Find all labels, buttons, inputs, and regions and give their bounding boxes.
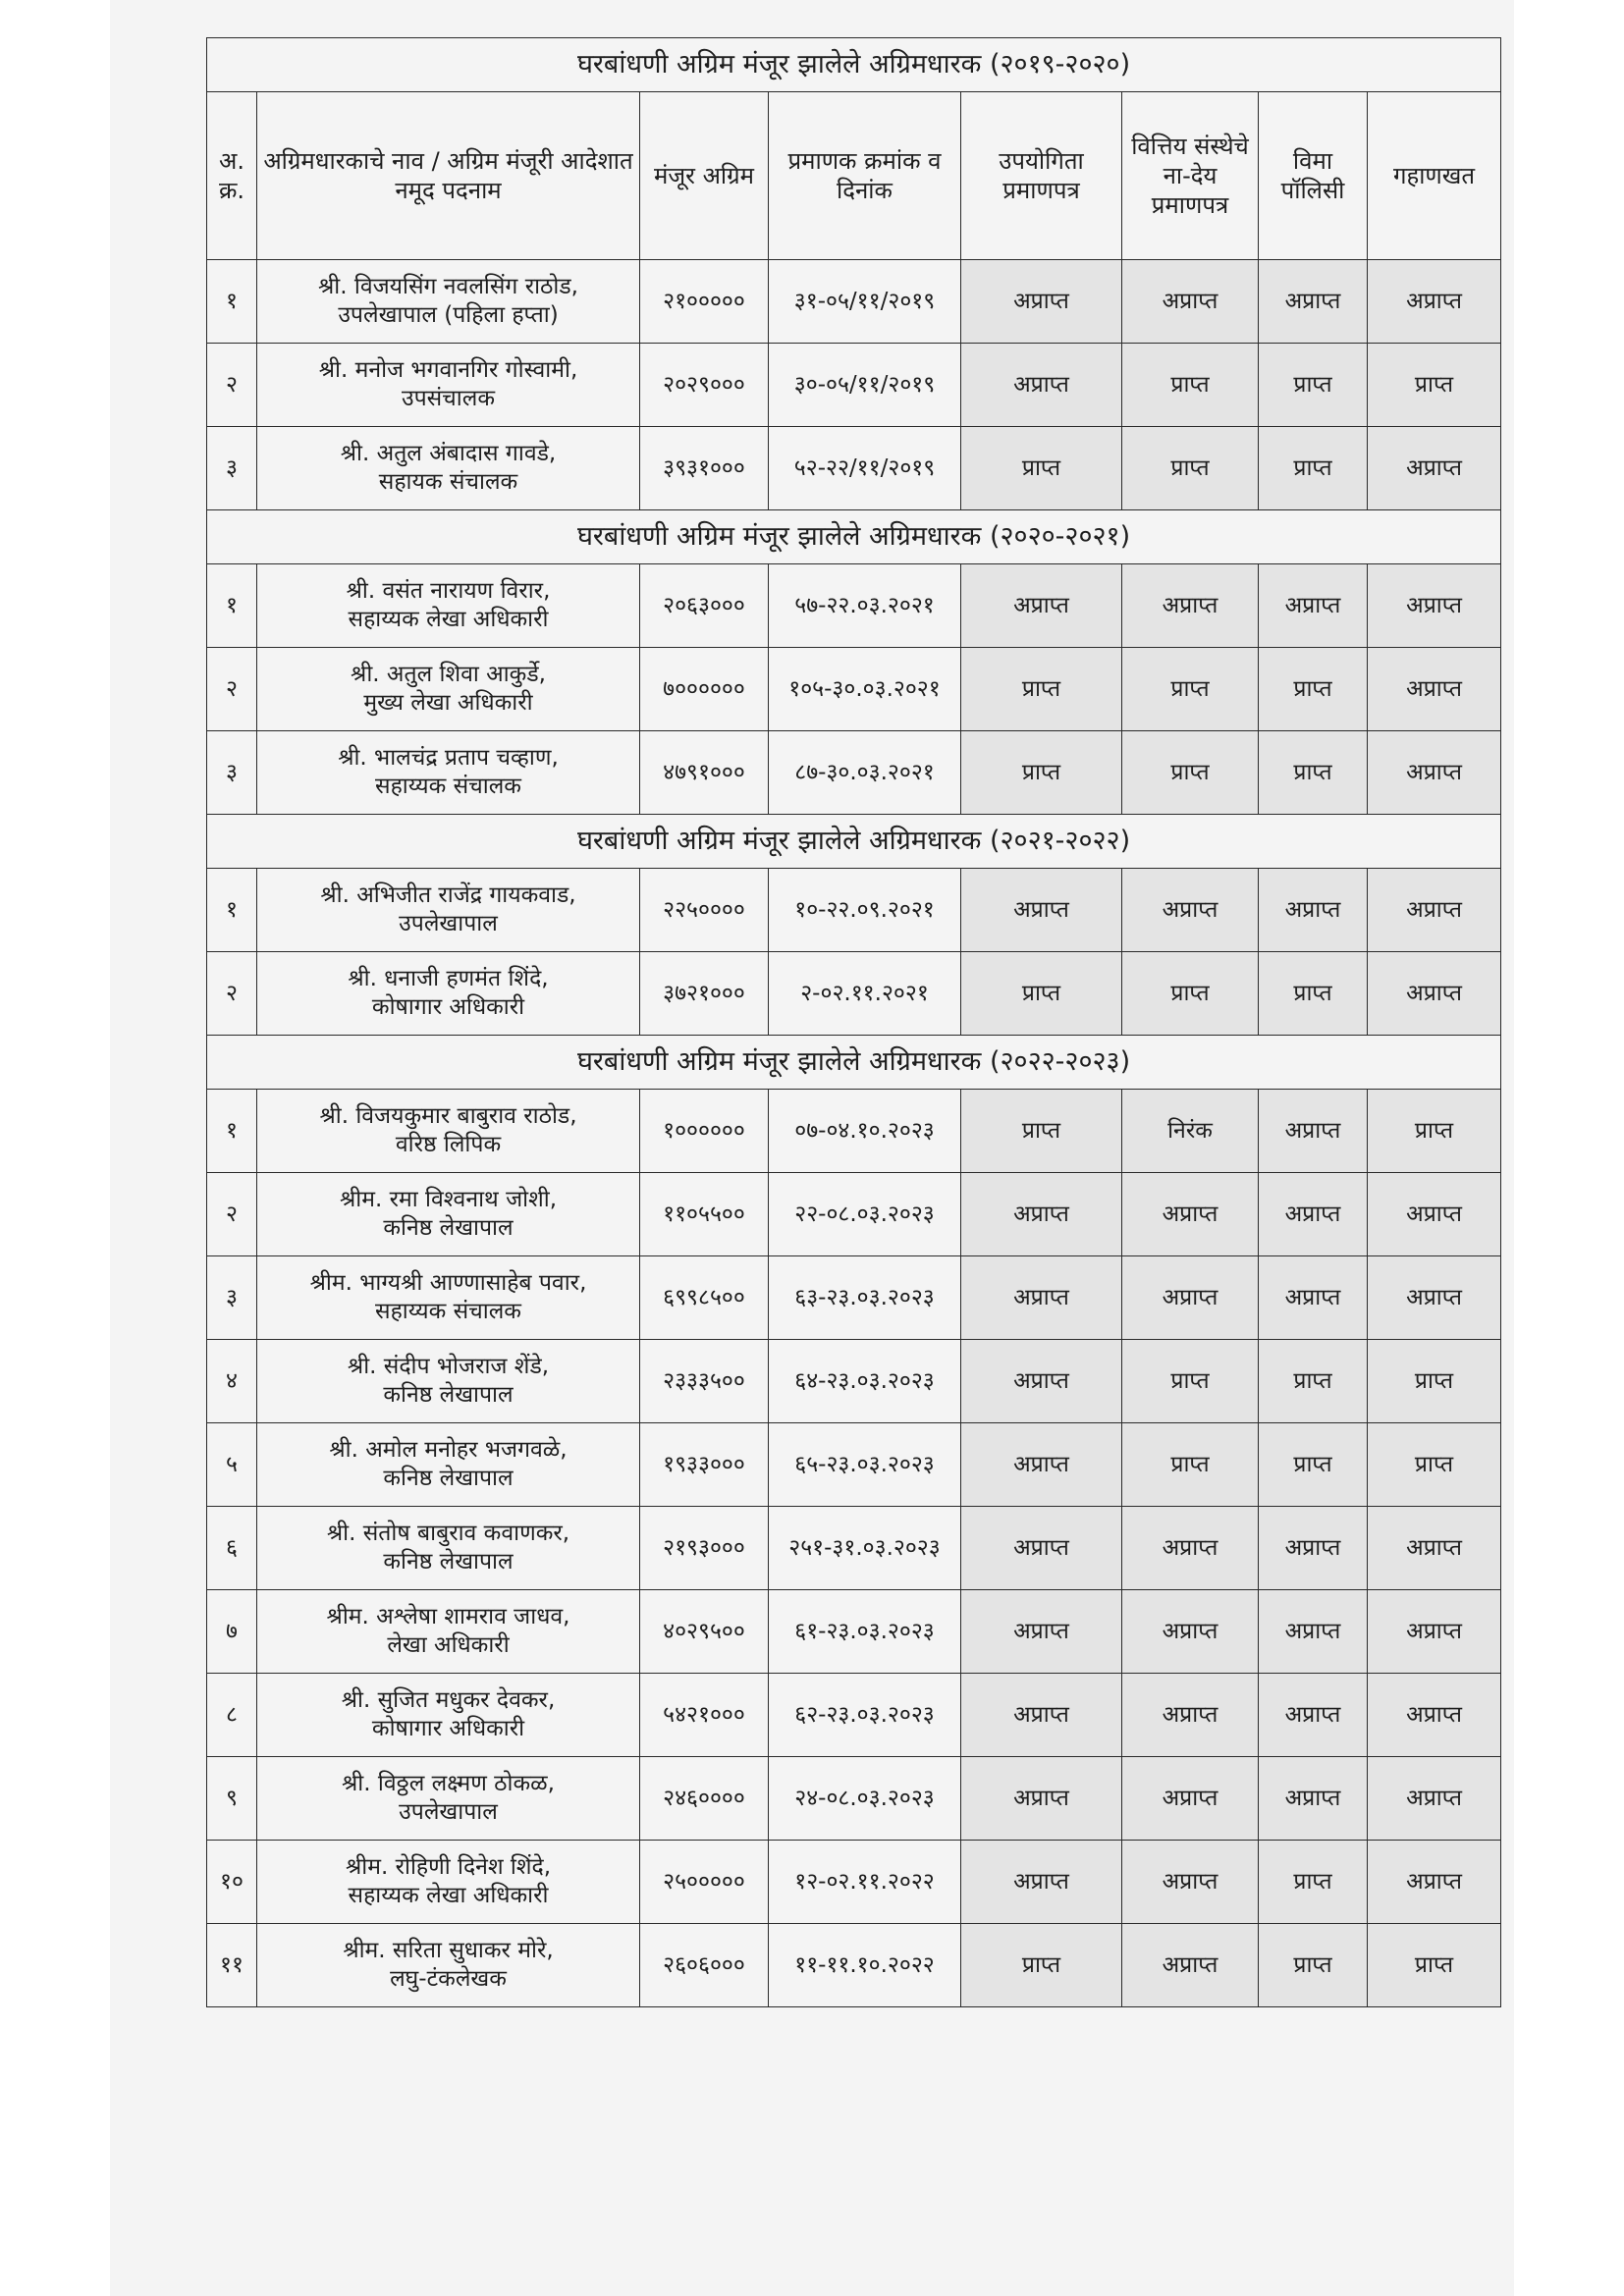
holder-name: श्री. अमोल मनोहर भजगवळे, <box>329 1437 568 1464</box>
table-row <box>207 1924 1501 2007</box>
voucher-number-date: ६१-२३.०३.२०२३ <box>769 1590 961 1674</box>
status-insurance: अप्राप्त <box>1259 1090 1368 1173</box>
holder-name-cell <box>257 427 640 510</box>
status-insurance: अप्राप्त <box>1259 564 1368 648</box>
holder-designation: सहाय्यक लेखा अधिकारी <box>348 1883 549 1908</box>
status-mortgage: प्राप्त <box>1368 1423 1501 1507</box>
holder-name: श्री. अभिजीत राजेंद्र गायकवाड, <box>320 882 576 909</box>
table-row <box>207 1674 1501 1757</box>
holder-designation: उपलेखापाल <box>399 1799 498 1825</box>
status-utility: प्राप्त <box>961 427 1122 510</box>
holder-name: श्री. वसंत नारायण विरार, <box>346 578 551 605</box>
holder-designation: कनिष्ठ लेखापाल <box>383 1466 514 1491</box>
status-insurance: अप्राप्त <box>1259 260 1368 344</box>
holder-designation: सहायक संचालक <box>378 469 518 495</box>
status-mortgage: अप्राप्त <box>1368 564 1501 648</box>
header-voucher: प्रमाणक क्रमांक व दिनांक <box>769 92 961 260</box>
holder-name-cell <box>257 1256 640 1340</box>
holder-name: श्री. मनोज भगवानगिर गोस्वामी, <box>318 357 578 384</box>
holder-designation: लेखा अधिकारी <box>387 1632 510 1658</box>
table-row <box>207 1757 1501 1841</box>
status-mortgage: अप्राप्त <box>1368 1173 1501 1256</box>
holder-name: श्री. विठ्ठल लक्ष्मण ठोकळ, <box>342 1771 555 1797</box>
table-row <box>207 564 1501 648</box>
status-mortgage: अप्राप्त <box>1368 260 1501 344</box>
holder-name-cell <box>257 648 640 731</box>
serial-number: ११ <box>207 1924 257 2007</box>
holder-name-cell <box>257 1924 640 2007</box>
status-noc: प्राप्त <box>1122 344 1259 427</box>
serial-number: १ <box>207 260 257 344</box>
voucher-number-date: १०-२२.०९.२०२१ <box>769 869 961 952</box>
serial-number: ६ <box>207 1507 257 1590</box>
voucher-number-date: ६५-२३.०३.२०२३ <box>769 1423 961 1507</box>
section-title-row <box>207 38 1501 92</box>
sanctioned-amount: २६०६००० <box>640 1924 769 2007</box>
holder-name: श्री. अतुल अंबादास गावडे, <box>340 441 557 467</box>
status-noc: अप्राप्त <box>1122 869 1259 952</box>
holder-designation: वरिष्ठ लिपिक <box>395 1132 502 1157</box>
table-row <box>207 1173 1501 1256</box>
holder-name-cell <box>257 952 640 1036</box>
section-title: घरबांधणी अग्रिम मंजूर झालेले अग्रिमधारक (२०२०-२०२१) <box>207 510 1501 564</box>
status-mortgage: प्राप्त <box>1368 344 1501 427</box>
serial-number: ४ <box>207 1340 257 1423</box>
status-utility: अप्राप्त <box>961 1256 1122 1340</box>
status-insurance: अप्राप्त <box>1259 1173 1368 1256</box>
table-row <box>207 1507 1501 1590</box>
status-noc: अप्राप्त <box>1122 1507 1259 1590</box>
status-mortgage: अप्राप्त <box>1368 1674 1501 1757</box>
holder-name: श्री. सुजित मधुकर देवकर, <box>341 1687 556 1714</box>
holder-designation: कनिष्ठ लेखापाल <box>383 1549 514 1575</box>
serial-number: ८ <box>207 1674 257 1757</box>
sanctioned-amount: २०२९००० <box>640 344 769 427</box>
holder-name-cell <box>257 564 640 648</box>
advance-holders-table <box>206 37 1501 2007</box>
status-insurance: प्राप्त <box>1259 952 1368 1036</box>
serial-number: ३ <box>207 1256 257 1340</box>
status-noc: निरंक <box>1122 1090 1259 1173</box>
holder-name: श्री. भालचंद्र प्रताप चव्हाण, <box>338 745 559 772</box>
status-utility: अप्राप्त <box>961 1841 1122 1924</box>
serial-number: २ <box>207 1173 257 1256</box>
status-utility: अप्राप्त <box>961 869 1122 952</box>
status-mortgage: अप्राप्त <box>1368 427 1501 510</box>
status-insurance: प्राप्त <box>1259 731 1368 815</box>
holder-name: श्री. संतोष बाबुराव कवाणकर, <box>326 1521 570 1547</box>
status-noc: प्राप्त <box>1122 731 1259 815</box>
status-mortgage: अप्राप्त <box>1368 1757 1501 1841</box>
voucher-number-date: ३०-०५/११/२०१९ <box>769 344 961 427</box>
voucher-number-date: १२-०२.११.२०२२ <box>769 1841 961 1924</box>
status-noc: प्राप्त <box>1122 427 1259 510</box>
status-utility: अप्राप्त <box>961 1173 1122 1256</box>
status-mortgage: अप्राप्त <box>1368 731 1501 815</box>
status-insurance: अप्राप्त <box>1259 1674 1368 1757</box>
header-name: अग्रिमधारकाचे नाव / अग्रिम मंजूरी आदेशात नमूद पदनाम <box>257 92 640 260</box>
status-noc: अप्राप्त <box>1122 1256 1259 1340</box>
status-noc: प्राप्त <box>1122 1340 1259 1423</box>
table-row <box>207 1340 1501 1423</box>
holder-name: श्री. अतुल शिवा आकुर्डे, <box>351 662 546 688</box>
status-mortgage: अप्राप्त <box>1368 952 1501 1036</box>
voucher-number-date: ५२-२२/११/२०१९ <box>769 427 961 510</box>
holder-designation: सहाय्यक संचालक <box>375 1299 521 1324</box>
holder-name-cell <box>257 1090 640 1173</box>
serial-number: १ <box>207 564 257 648</box>
status-insurance: अप्राप्त <box>1259 1757 1368 1841</box>
section-title-row <box>207 815 1501 869</box>
table-body <box>207 38 1501 2007</box>
voucher-number-date: ६३-२३.०३.२०२३ <box>769 1256 961 1340</box>
status-utility: प्राप्त <box>961 1090 1122 1173</box>
sanctioned-amount: २५००००० <box>640 1841 769 1924</box>
holder-name: श्री. विजयसिंग नवलसिंग राठोड, <box>318 274 578 300</box>
status-noc: प्राप्त <box>1122 1423 1259 1507</box>
serial-number: २ <box>207 344 257 427</box>
status-noc: अप्राप्त <box>1122 564 1259 648</box>
status-insurance: प्राप्त <box>1259 1423 1368 1507</box>
column-header-row <box>207 92 1501 260</box>
serial-number: २ <box>207 648 257 731</box>
table-row <box>207 427 1501 510</box>
holder-name: श्रीम. सरिता सुधाकर मोरे, <box>343 1938 554 1964</box>
table-row <box>207 260 1501 344</box>
section-title: घरबांधणी अग्रिम मंजूर झालेले अग्रिमधारक (२०२२-२०२३) <box>207 1036 1501 1090</box>
table-row <box>207 952 1501 1036</box>
table-row <box>207 1256 1501 1340</box>
holder-designation: उपसंचालक <box>401 386 496 411</box>
sanctioned-amount: ७०००००० <box>640 648 769 731</box>
holder-name: श्री. धनाजी हणमंत शिंदे, <box>348 966 549 992</box>
sanctioned-amount: ४७९१००० <box>640 731 769 815</box>
table-row <box>207 731 1501 815</box>
section-title: घरबांधणी अग्रिम मंजूर झालेले अग्रिमधारक (२०१९-२०२०) <box>207 38 1501 92</box>
serial-number: १ <box>207 1090 257 1173</box>
table-row <box>207 1841 1501 1924</box>
status-utility: अप्राप्त <box>961 1423 1122 1507</box>
status-noc: अप्राप्त <box>1122 1674 1259 1757</box>
holder-name-cell <box>257 1674 640 1757</box>
header-noc-certificate: वित्तिय संस्थेचे ना-देय प्रमाणपत्र <box>1122 92 1259 260</box>
status-utility: प्राप्त <box>961 952 1122 1036</box>
serial-number: ९ <box>207 1757 257 1841</box>
status-utility: अप्राप्त <box>961 1674 1122 1757</box>
voucher-number-date: ६४-२३.०३.२०२३ <box>769 1340 961 1423</box>
voucher-number-date: २-०२.११.२०२१ <box>769 952 961 1036</box>
holder-designation: सहाय्यक संचालक <box>375 774 521 799</box>
status-noc: अप्राप्त <box>1122 1590 1259 1674</box>
status-mortgage: अप्राप्त <box>1368 1841 1501 1924</box>
status-mortgage: अप्राप्त <box>1368 648 1501 731</box>
status-insurance: अप्राप्त <box>1259 1507 1368 1590</box>
voucher-number-date: १०५-३०.०३.२०२१ <box>769 648 961 731</box>
status-mortgage: प्राप्त <box>1368 1340 1501 1423</box>
status-mortgage: प्राप्त <box>1368 1924 1501 2007</box>
voucher-number-date: ६२-२३.०३.२०२३ <box>769 1674 961 1757</box>
holder-designation: सहाय्यक लेखा अधिकारी <box>348 607 549 632</box>
holder-designation: कोषागार अधिकारी <box>371 994 525 1020</box>
holder-name-cell <box>257 1173 640 1256</box>
sanctioned-amount: ३९३१००० <box>640 427 769 510</box>
holder-name-cell <box>257 1340 640 1423</box>
holder-name-cell <box>257 1841 640 1924</box>
sanctioned-amount: २२५०००० <box>640 869 769 952</box>
table-row <box>207 869 1501 952</box>
status-noc: अप्राप्त <box>1122 1841 1259 1924</box>
holder-name: श्रीम. भाग्यश्री आण्णासाहेब पवार, <box>309 1270 587 1297</box>
serial-number: १ <box>207 869 257 952</box>
status-noc: प्राप्त <box>1122 952 1259 1036</box>
sanctioned-amount: २४६०००० <box>640 1757 769 1841</box>
status-insurance: अप्राप्त <box>1259 1590 1368 1674</box>
sanctioned-amount: २०६३००० <box>640 564 769 648</box>
sanctioned-amount: २१००००० <box>640 260 769 344</box>
table-row <box>207 1090 1501 1173</box>
status-utility: अप्राप्त <box>961 344 1122 427</box>
status-insurance: प्राप्त <box>1259 427 1368 510</box>
sanctioned-amount: ११०५५०० <box>640 1173 769 1256</box>
holder-name-cell <box>257 1757 640 1841</box>
status-mortgage: अप्राप्त <box>1368 1256 1501 1340</box>
holder-designation: मुख्य लेखा अधिकारी <box>363 690 533 716</box>
status-utility: अप्राप्त <box>961 1757 1122 1841</box>
status-noc: अप्राप्त <box>1122 1757 1259 1841</box>
holder-name-cell <box>257 1590 640 1674</box>
table-row <box>207 1423 1501 1507</box>
status-noc: अप्राप्त <box>1122 1173 1259 1256</box>
header-mortgage-deed: गहाणखत <box>1368 92 1501 260</box>
status-noc: प्राप्त <box>1122 648 1259 731</box>
sanctioned-amount: ५४२१००० <box>640 1674 769 1757</box>
holder-designation: उपलेखापाल (पहिला हप्ता) <box>338 302 559 328</box>
voucher-number-date: २२-०८.०३.२०२३ <box>769 1173 961 1256</box>
status-utility: प्राप्त <box>961 648 1122 731</box>
sanctioned-amount: ४०२९५०० <box>640 1590 769 1674</box>
status-mortgage: अप्राप्त <box>1368 1507 1501 1590</box>
serial-number: ३ <box>207 731 257 815</box>
holder-designation: कनिष्ठ लेखापाल <box>383 1215 514 1241</box>
status-insurance: प्राप्त <box>1259 648 1368 731</box>
status-utility: अप्राप्त <box>961 1340 1122 1423</box>
serial-number: ५ <box>207 1423 257 1507</box>
status-insurance: अप्राप्त <box>1259 869 1368 952</box>
table-row <box>207 1590 1501 1674</box>
status-mortgage: प्राप्त <box>1368 1090 1501 1173</box>
voucher-number-date: २५१-३१.०३.२०२३ <box>769 1507 961 1590</box>
holder-name-cell <box>257 344 640 427</box>
sanctioned-amount: १०००००० <box>640 1090 769 1173</box>
holder-name-cell <box>257 1507 640 1590</box>
status-mortgage: अप्राप्त <box>1368 1590 1501 1674</box>
holder-name-cell <box>257 869 640 952</box>
voucher-number-date: ११-११.१०.२०२२ <box>769 1924 961 2007</box>
holder-name: श्रीम. रोहिणी दिनेश शिंदे, <box>345 1854 552 1881</box>
header-sr: अ. क्र. <box>207 92 257 260</box>
holder-designation: उपलेखापाल <box>399 911 498 936</box>
status-utility: अप्राप्त <box>961 1590 1122 1674</box>
status-utility: प्राप्त <box>961 1924 1122 2007</box>
status-insurance: प्राप्त <box>1259 1841 1368 1924</box>
status-utility: अप्राप्त <box>961 1507 1122 1590</box>
holder-name-cell <box>257 260 640 344</box>
holder-name: श्री. संदीप भोजराज शेंडे, <box>347 1354 550 1380</box>
voucher-number-date: ५७-२२.०३.२०२१ <box>769 564 961 648</box>
table-row <box>207 648 1501 731</box>
sanctioned-amount: २३३३५०० <box>640 1340 769 1423</box>
sanctioned-amount: १९३३००० <box>640 1423 769 1507</box>
holder-name-cell <box>257 1423 640 1507</box>
holder-name: श्रीम. रमा विश्वनाथ जोशी, <box>339 1187 557 1213</box>
holder-designation: कोषागार अधिकारी <box>371 1716 525 1741</box>
holder-name: श्री. विजयकुमार बाबुराव राठोड, <box>319 1103 577 1130</box>
status-insurance: अप्राप्त <box>1259 1256 1368 1340</box>
status-insurance: प्राप्त <box>1259 1340 1368 1423</box>
status-insurance: प्राप्त <box>1259 344 1368 427</box>
status-mortgage: अप्राप्त <box>1368 869 1501 952</box>
section-title-row <box>207 510 1501 564</box>
sanctioned-amount: २१९३००० <box>640 1507 769 1590</box>
holder-name-cell <box>257 731 640 815</box>
section-title-row <box>207 1036 1501 1090</box>
serial-number: ७ <box>207 1590 257 1674</box>
header-amount: मंजूर अग्रिम <box>640 92 769 260</box>
voucher-number-date: ०७-०४.१०.२०२३ <box>769 1090 961 1173</box>
status-utility: प्राप्त <box>961 731 1122 815</box>
sanctioned-amount: ३७२१००० <box>640 952 769 1036</box>
status-insurance: प्राप्त <box>1259 1924 1368 2007</box>
status-noc: अप्राप्त <box>1122 1924 1259 2007</box>
voucher-number-date: ८७-३०.०३.२०२१ <box>769 731 961 815</box>
voucher-number-date: २४-०८.०३.२०२३ <box>769 1757 961 1841</box>
status-utility: अप्राप्त <box>961 564 1122 648</box>
serial-number: २ <box>207 952 257 1036</box>
header-utility-certificate: उपयोगिता प्रमाणपत्र <box>961 92 1122 260</box>
status-utility: अप्राप्त <box>961 260 1122 344</box>
voucher-number-date: ३१-०५/११/२०१९ <box>769 260 961 344</box>
serial-number: ३ <box>207 427 257 510</box>
sanctioned-amount: ६९९८५०० <box>640 1256 769 1340</box>
table-row <box>207 344 1501 427</box>
status-noc: अप्राप्त <box>1122 260 1259 344</box>
holder-designation: लघु-टंकलेखक <box>390 1966 507 1992</box>
serial-number: १० <box>207 1841 257 1924</box>
section-title: घरबांधणी अग्रिम मंजूर झालेले अग्रिमधारक (२०२१-२०२२) <box>207 815 1501 869</box>
page-margin <box>0 0 110 2296</box>
holder-designation: कनिष्ठ लेखापाल <box>383 1382 514 1408</box>
header-insurance-policy: विमा पॉलिसी <box>1259 92 1368 260</box>
holder-name: श्रीम. अश्लेषा शामराव जाधव, <box>326 1604 570 1630</box>
